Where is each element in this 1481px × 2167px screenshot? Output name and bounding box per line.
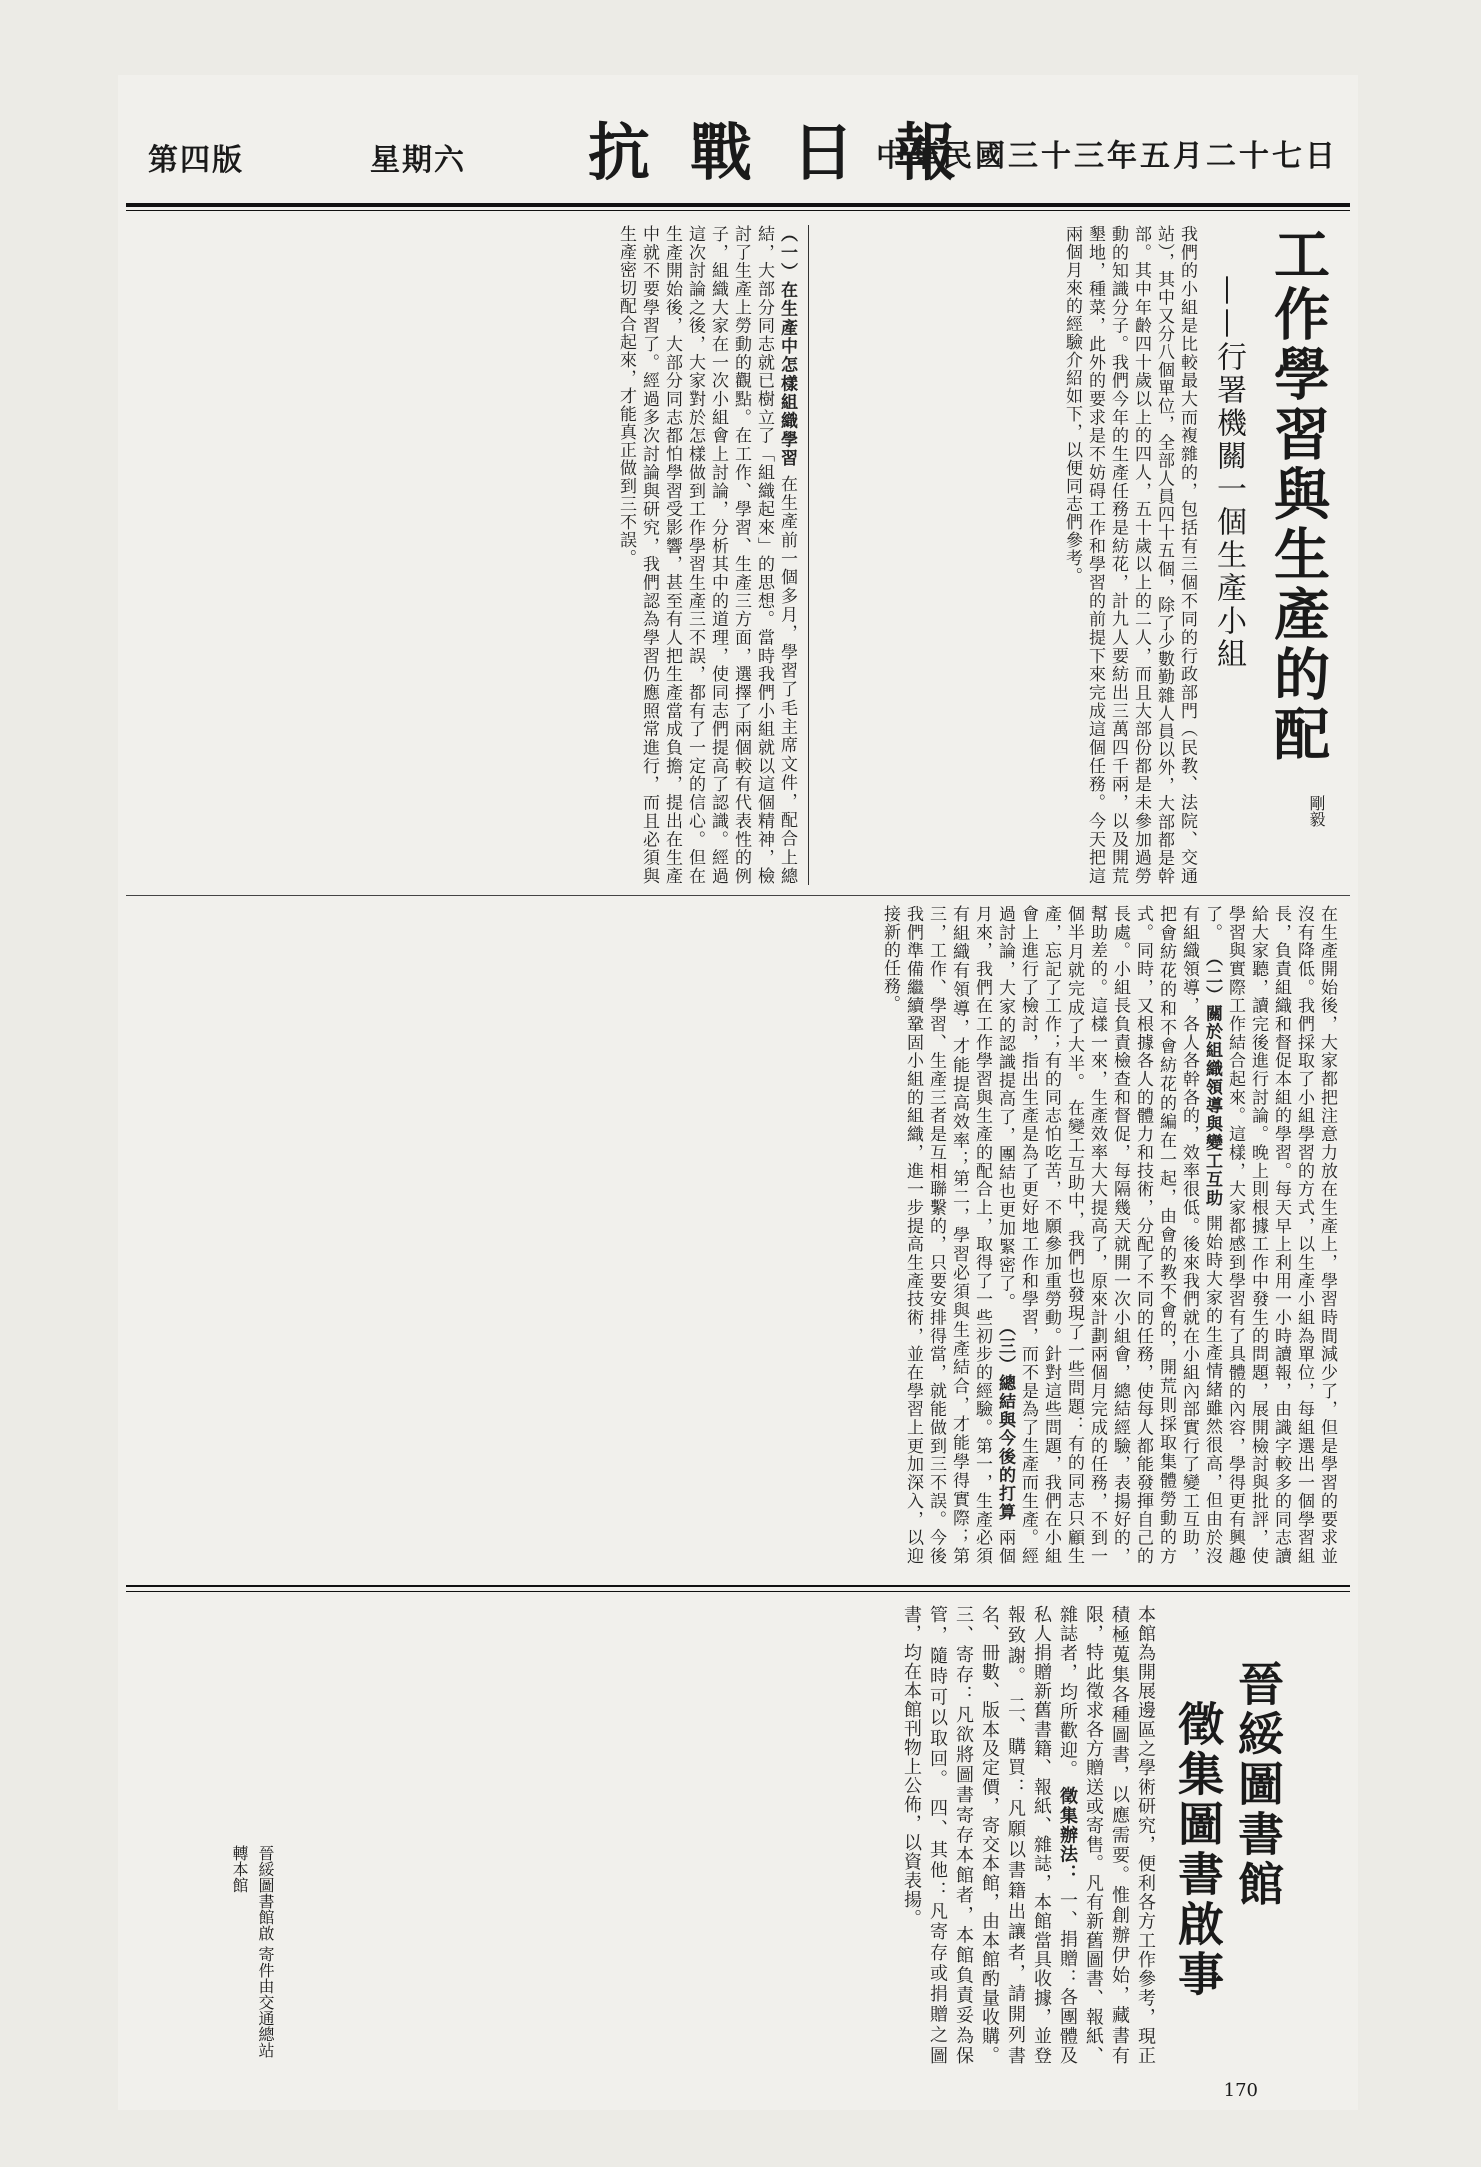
notice-rule-1: 一、捐贈：各團體及私人捐贈新舊書籍、報紙、雜誌，本館當具收據，並登報致謝。: [1005, 1605, 1078, 2065]
notice-rule-3: 三、寄存：凡欲將圖書寄存本館者，本館負責妥為保管，隨時可以取回。: [927, 1605, 974, 2065]
article-headline: 工作學習與生產的配: [1265, 225, 1331, 765]
section-1-title: （一）在生產中怎樣組織學習: [777, 225, 797, 468]
notice-rules-title: 徵集辦法：: [1057, 1786, 1078, 1884]
column-divider: [808, 225, 809, 885]
weekday: 星期六: [370, 143, 466, 178]
article-section-1: [158, 225, 798, 885]
section-2-title: （二）關於組織領導與變工互助: [1202, 948, 1222, 1208]
masthead: [118, 95, 1358, 195]
section-3-title: （三）總結與今後的打算: [995, 1318, 1015, 1522]
notice-divider-thin: [126, 1591, 1350, 1592]
notice-intro: 本館為開展邊區之學術研究，便利各方工作參考，現正積極蒐集各種圖書，以應需要。惟創辦伊始，藏書有限，特此徵求各方贈送或寄售。凡有新舊圖書、報紙、雜誌者，均所歡迎。: [1057, 1605, 1156, 2065]
notice-body: [278, 1605, 1158, 2065]
article-middle-row: [138, 905, 1338, 1565]
notice-signature: 晉綏圖書館啟 寄件由交通總站轉本館: [230, 1845, 275, 2059]
masthead-rule: [126, 203, 1350, 207]
intro-text: 我們的小組是比較最大而複雜的，包括有三個不同的行政部門（民教、法院、交通站），其中又分八個單位，全部人員四十五個，除了少數勤雜人員以外，大部都是幹部。其中年齡四十歲以上的四人，五十歲以上的二人，而且大部份都是未參加過勞動的知識分子。我們今年的生產任務是紡花，計九人要紡出三萬四千兩，以及開荒墾地，種菜，此外的要求是不妨碍工作和學習的前提下來完成這個任務。今天把這兩個月來的經驗介紹如下，以便同志們參考。: [1062, 225, 1197, 885]
page-number: 170: [1223, 2080, 1258, 2101]
section-2-body-2: 在變工互助中，我們也發現了一些問題：有的同志只顧生產，忘記了工作；有的同志怕吃苦，不願參加重勞動。針對這些問題，我們在小組會上進行了檢討，指出生產是為了更好地工作和學習，而不是為了生產而生產。經過討論，大家的認識提高了，團結也更加緊密了。: [995, 905, 1084, 1565]
page-label: 第四版: [148, 143, 244, 178]
notice-divider: [126, 1585, 1350, 1587]
section-2-body: 開始時大家的生產情緒雖然很高，但由於沒有組織領導，各人各幹各的，效率很低。後來我們就在小組內部實行了變工互助，把會紡花的和不會紡花的編在一起，由會的教不會的，開荒則採取集體勞動的方式。同時，又根據各人的體力和技術，分配了不同的任務，使每人都能發揮自己的長處。小組長負責檢查和督促，每隔幾天就開一次小組會，總結經驗，表揚好的，幫助差的。這樣一來，生產效率大大提高了，原來計劃兩個月完成的任務，不到一個半月就完成了大半。: [1064, 905, 1222, 1565]
notice-rule-4: 四、其他：凡寄存或捐贈之圖書，均在本館刊物上公佈，以資表揚。: [901, 1605, 948, 2065]
newspaper-page: [118, 75, 1358, 2110]
section-3-body: 兩個月來，我們在工作學習與生產的配合上，取得了一些初步的經驗。第一，生產必須有組織有領導，才能提高效率；第二，學習必須與生產結合，才能學得實際；第三，工作、學習、生產三者是互相聯繫的，只要安排得當，就能做到三不誤。今後我們準備繼續鞏固小組的組織，進一步提高生產技術，並在學習上更加深入，以迎接新的任務。: [880, 905, 1015, 1565]
article-subheadline: ——行署機關一個生產小組: [1211, 275, 1246, 671]
issue-date: 中華民國三十三年五月二十七日: [876, 139, 1338, 174]
notice-rule-2: 二、購買：凡願以書籍出讓者，請開列書名、冊數、版本及定價，寄交本館，由本館酌量收購。: [979, 1605, 1026, 2065]
article-intro: [818, 225, 1198, 885]
notice-title: 徵集圖書啟事: [1171, 1700, 1225, 2000]
newspaper-title: 抗戰日報: [588, 116, 997, 189]
section-1-body: 在生產前一個多月，學習了毛主席文件，配合上總結，大部分同志就已樹立了「組織起來」的思想。當時我們小組就以這個精神，檢討了生產上勞動的觀點。在工作、學習、生產三方面，選擇了兩個較有代表性的例子，組織大家在一次小組會上討論，分析其中的道理，使同志們提高了認識。經過這次討論之後，大家對於怎樣做到工作學習生產三不誤，都有了一定的信心。但在生產開始後，大部分同志都怕學習受影響，甚至有人把生產當成負擔，提出在生產中就不要學習了。經過多次討論與研究，我們認為學習仍應照常進行，而且必須與生產密切配合起來，才能真正做到三不誤。: [616, 225, 797, 885]
article-byline: 剛毅: [1307, 795, 1326, 827]
notice-org: 晉綏圖書館: [1231, 1660, 1285, 1910]
masthead-rule-thin: [126, 210, 1350, 211]
article-row-divider: [126, 895, 1350, 896]
section-1-body-2: 在生產開始後，大家都把注意力放在生產上，學習時間減少了，但是學習的要求並沒有降低。我們採取了小組學習的方式，以生產小組為單位，每組選出一個學習組長，負責組織和督促本組的學習。每天早上利用一小時讀報，由識字較多的同志讀給大家聽，讀完後進行討論。晚上則根據工作中發生的問題，展開檢討與批評，使學習與實際工作結合起來。這樣，大家都感到學習有了具體的內容，學得更有興趣了。: [1202, 905, 1337, 1565]
